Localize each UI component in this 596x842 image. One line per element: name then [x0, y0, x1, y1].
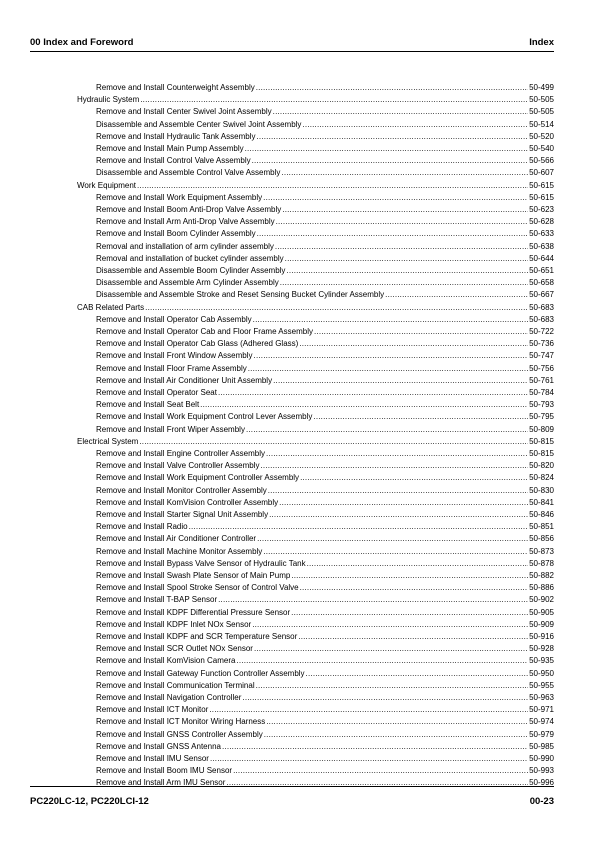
toc-entry[interactable]	[96, 155, 554, 167]
toc-entry-page: 50-815	[529, 436, 554, 446]
toc-entry-title: Remove and Install Communication Terminal	[96, 680, 255, 690]
toc-entry-title: Remove and Install Radio	[96, 522, 188, 532]
toc-entry[interactable]	[96, 253, 554, 265]
toc-entry-title: Remove and Install Boom IMU Sensor	[96, 766, 233, 776]
toc-entry-page: 50-683	[529, 314, 554, 324]
toc-entry[interactable]	[96, 82, 554, 94]
toc-entry[interactable]	[96, 680, 554, 692]
toc-entry-title: Remove and Install Air Conditioner Controller	[96, 534, 257, 544]
toc-entry-title: Remove and Install GNSS Controller Assembly	[96, 729, 263, 739]
toc-entry-title: Disassemble and Assemble Center Swivel Joint Assembly	[96, 119, 302, 129]
toc-entry[interactable]	[96, 741, 554, 753]
toc-dot-leader	[242, 692, 528, 704]
toc-entry-title: Remove and Install Air Conditioner Unit Assembly	[96, 375, 273, 385]
toc-entry[interactable]	[96, 216, 554, 228]
toc-entry-title: Remove and Install Counterweight Assembly	[96, 83, 255, 92]
toc-dot-leader	[139, 436, 528, 448]
toc-dot-leader	[264, 729, 528, 741]
toc-dot-leader	[256, 680, 528, 692]
toc-dot-leader	[140, 94, 528, 106]
toc-dot-leader	[252, 619, 528, 631]
toc-dot-leader	[306, 668, 529, 680]
page-header	[30, 35, 554, 52]
toc-entry-page: 50-990	[529, 754, 554, 763]
toc-entry-title: Remove and Install Hydraulic Tank Assembly	[96, 131, 256, 141]
toc-dot-leader	[313, 411, 528, 423]
toc-dot-leader	[218, 387, 528, 399]
toc-entry[interactable]	[96, 570, 554, 582]
toc-entry-page: 50-950	[529, 668, 554, 678]
toc-entry[interactable]	[96, 546, 554, 558]
toc-dot-leader	[291, 607, 528, 619]
toc-dot-leader	[137, 180, 528, 192]
toc-dot-leader	[222, 741, 528, 753]
toc-entry-title: Remove and Install Work Equipment Assembly	[96, 192, 263, 202]
toc-entry[interactable]	[96, 350, 554, 362]
toc-dot-leader	[256, 131, 528, 143]
toc-entry-page: 50-882	[529, 571, 554, 580]
toc-dot-leader	[273, 106, 528, 118]
toc-dot-leader	[248, 363, 528, 375]
toc-entry-page: 50-928	[529, 644, 554, 654]
toc-dot-leader	[210, 753, 528, 765]
toc-entry-page: 50-878	[529, 558, 554, 568]
toc-entry-title: Remove and Install Valve Controller Assembly	[96, 461, 260, 471]
toc-entry-page: 50-916	[529, 632, 554, 641]
toc-entry-page: 50-667	[529, 290, 554, 300]
toc-entry-page: 50-566	[529, 156, 554, 166]
toc-entry-page: 50-820	[529, 461, 554, 471]
toc-entry-page: 50-856	[529, 534, 554, 544]
toc-entry[interactable]	[96, 753, 554, 765]
toc-entry-title: Disassemble and Assemble Stroke and Reset Sensing Bucket Cylinder Assembly	[96, 290, 385, 300]
toc-entry-page: 50-795	[529, 412, 554, 422]
toc-entry-page: 50-615	[529, 192, 554, 202]
toc-entry-title: Remove and Install Operator Cab and Floor Frame Assembly	[96, 327, 313, 336]
toc-entry[interactable]	[96, 143, 554, 155]
toc-entry-page: 50-873	[529, 546, 554, 556]
toc-entry-title: Disassemble and Assemble Boom Cylinder Assembly	[96, 266, 286, 275]
toc-dot-leader	[145, 302, 528, 314]
toc-entry-page: 50-996	[529, 778, 554, 788]
toc-entry-page: 50-815	[529, 449, 554, 458]
toc-entry-page: 50-985	[529, 741, 554, 751]
toc-entry-page: 50-974	[529, 717, 554, 727]
toc-entry[interactable]	[96, 594, 554, 606]
toc-dot-leader	[256, 82, 528, 94]
toc-dot-leader	[298, 631, 528, 643]
toc-dot-leader	[263, 546, 528, 558]
toc-entry[interactable]	[96, 411, 554, 423]
toc-section-entry[interactable]	[77, 180, 554, 192]
toc-entry[interactable]	[96, 326, 554, 338]
toc-dot-leader	[300, 472, 528, 484]
toc-entry[interactable]	[96, 363, 554, 375]
toc-entry-title: Remove and Install Seat Belt	[96, 400, 200, 410]
toc-dot-leader	[302, 119, 528, 131]
toc-entry[interactable]	[96, 277, 554, 289]
toc-entry-page: 50-607	[529, 168, 554, 178]
toc-entry[interactable]	[96, 228, 554, 240]
toc-entry-page: 50-756	[529, 363, 554, 373]
toc-entry-title: Disassemble and Assemble Control Valve Assembly	[96, 168, 281, 178]
toc-entry-title: Remove and Install Work Equipment Controller Assembly	[96, 473, 300, 483]
toc-entry[interactable]	[96, 716, 554, 728]
toc-dot-leader	[286, 265, 528, 277]
header-section-title: 00 Index and Foreword	[30, 37, 134, 48]
toc-entry[interactable]	[96, 192, 554, 204]
toc-dot-leader	[200, 399, 528, 411]
toc-entry[interactable]	[96, 582, 554, 594]
toc-entry-page: 50-499	[529, 83, 554, 92]
toc-entry-title: Remove and Install Starter Signal Unit Assembly	[96, 510, 269, 519]
toc-entry-page: 50-830	[529, 485, 554, 495]
toc-entry-title: Remove and Install Navigation Controller	[96, 693, 242, 702]
toc-entry[interactable]	[96, 692, 554, 704]
toc-entry[interactable]	[96, 375, 554, 387]
toc-entry-title: Removal and installation of arm cylinder assembly	[96, 241, 274, 251]
toc-entry-title: Remove and Install Operator Cab Glass (Adhered Glass)	[96, 339, 299, 349]
toc-entry-title: Remove and Install SCR Outlet NOx Sensor	[96, 644, 253, 654]
toc-entry-title: Remove and Install Bypass Valve Sensor of Hydraulic Tank	[96, 558, 306, 568]
toc-entry-page: 50-909	[529, 619, 554, 629]
toc-entry-page: 50-651	[529, 266, 554, 275]
toc-entry[interactable]	[96, 643, 554, 655]
toc-dot-leader	[254, 643, 528, 655]
toc-entry-page: 50-905	[529, 607, 554, 617]
toc-entry[interactable]	[96, 558, 554, 570]
toc-entry[interactable]	[96, 619, 554, 631]
toc-entry[interactable]	[96, 448, 554, 460]
toc-dot-leader	[246, 424, 528, 436]
toc-dot-leader	[263, 192, 528, 204]
toc-entry-page: 50-722	[529, 327, 554, 336]
toc-entry-page: 50-638	[529, 241, 554, 251]
toc-entry-title: Remove and Install Spool Stroke Sensor of Control Valve	[96, 583, 299, 593]
toc-dot-leader	[253, 314, 528, 326]
toc-entry[interactable]	[96, 631, 554, 643]
toc-entry[interactable]	[96, 533, 554, 545]
toc-entry[interactable]	[96, 106, 554, 118]
toc-dot-leader	[385, 289, 528, 301]
toc-dot-leader	[189, 521, 528, 533]
toc-entry[interactable]	[96, 131, 554, 143]
toc-dot-leader	[260, 460, 528, 472]
toc-dot-leader	[266, 448, 528, 460]
toc-entry-page: 50-644	[529, 253, 554, 263]
toc-entry-page: 50-846	[529, 510, 554, 519]
toc-entry-page: 50-935	[529, 656, 554, 666]
toc-entry-title: Hydraulic System	[77, 95, 140, 105]
toc-entry-title: Remove and Install Center Swivel Joint Assembly	[96, 107, 272, 117]
toc-entry-title: Removal and installation of bucket cylinder assembly	[96, 253, 284, 263]
toc-section-entry[interactable]	[77, 302, 554, 314]
toc-entry[interactable]	[96, 729, 554, 741]
toc-entry-page: 50-809	[529, 424, 554, 434]
toc-entry-title: Remove and Install ICT Monitor Wiring Harness	[96, 717, 266, 727]
toc-dot-leader	[281, 167, 528, 179]
toc-entry-page: 50-623	[529, 205, 554, 214]
toc-entry-page: 50-520	[529, 131, 554, 141]
toc-entry-title: Remove and Install Front Wiper Assembly	[96, 424, 245, 434]
toc-entry-title: Remove and Install Operator Seat	[96, 388, 217, 397]
toc-entry-title: Remove and Install T-BAP Sensor	[96, 595, 218, 605]
toc-entry-page: 50-658	[529, 278, 554, 288]
toc-entry-page: 50-505	[529, 107, 554, 117]
toc-entry[interactable]	[96, 485, 554, 497]
toc-entry-page: 50-633	[529, 229, 554, 239]
toc-entry[interactable]	[96, 472, 554, 484]
toc-dot-leader	[266, 716, 528, 728]
toc-entry[interactable]	[96, 704, 554, 716]
toc-entry-page: 50-793	[529, 400, 554, 410]
toc-entry-title: Remove and Install Floor Frame Assembly	[96, 363, 247, 373]
toc-dot-leader	[218, 594, 528, 606]
toc-entry-page: 50-993	[529, 766, 554, 776]
toc-dot-leader	[282, 204, 528, 216]
toc-entry-page: 50-761	[529, 375, 554, 385]
toc-dot-leader	[280, 277, 528, 289]
toc-entry-page: 50-824	[529, 473, 554, 483]
toc-entry-page: 50-736	[529, 339, 554, 349]
toc-entry-title: Remove and Install Work Equipment Control Lever Assembly	[96, 412, 313, 422]
header-chapter-title: Index	[529, 37, 554, 48]
toc-entry-title: Remove and Install ICT Monitor	[96, 705, 209, 715]
toc-entry-title: Remove and Install Operator Cab Assembly	[96, 314, 252, 324]
toc-dot-leader	[257, 228, 528, 240]
toc-dot-leader	[269, 509, 528, 521]
toc-entry-title: Remove and Install KomVision Controller Assembly	[96, 497, 279, 507]
toc-entry-page: 50-505	[529, 95, 554, 105]
toc-entry-page: 50-747	[529, 351, 554, 361]
toc-entry-title: Remove and Install Arm IMU Sensor	[96, 778, 226, 788]
toc-entry-page: 50-784	[529, 388, 554, 397]
toc-entry-page: 50-615	[529, 180, 554, 190]
toc-dot-leader	[233, 765, 528, 777]
page-footer	[30, 786, 554, 805]
toc-entry-title: Remove and Install Front Window Assembly	[96, 351, 253, 361]
toc-dot-leader	[300, 582, 528, 594]
toc-entry-title: Remove and Install KDPF Inlet NOx Sensor	[96, 619, 252, 629]
toc-entry-title: Remove and Install KomVision Camera	[96, 656, 236, 666]
toc-section-entry[interactable]	[77, 94, 554, 106]
toc-entry-title: Remove and Install KDPF Differential Pressure Sensor	[96, 607, 291, 617]
toc-entry[interactable]	[96, 314, 554, 326]
toc-dot-leader	[209, 704, 528, 716]
toc-entry-title: Remove and Install Monitor Controller Assembly	[96, 485, 267, 495]
toc-dot-leader	[275, 241, 528, 253]
toc-entry-title: CAB Related Parts	[77, 302, 145, 312]
toc-entry-page: 50-902	[529, 595, 554, 605]
toc-entry[interactable]	[96, 399, 554, 411]
toc-entry-title: Remove and Install Main Pump Assembly	[96, 144, 244, 153]
toc-entry-title: Remove and Install Boom Cylinder Assembly	[96, 229, 256, 239]
toc-entry-page: 50-971	[529, 705, 554, 715]
toc-entry-title: Work Equipment	[77, 180, 136, 190]
toc-entry-page: 50-683	[529, 302, 554, 312]
toc-dot-leader	[285, 253, 528, 265]
toc-entry-title: Remove and Install Boom Anti-Drop Valve Assembly	[96, 205, 282, 214]
toc-entry[interactable]	[96, 497, 554, 509]
toc-entry[interactable]	[96, 424, 554, 436]
toc-entry-title: Remove and Install Control Valve Assembly	[96, 156, 251, 166]
toc-entry[interactable]	[96, 607, 554, 619]
toc-entry[interactable]	[96, 460, 554, 472]
toc-entry-title: Remove and Install Machine Monitor Assembly	[96, 546, 263, 556]
toc-entry-title: Remove and Install Gateway Function Controller Assembly	[96, 668, 305, 678]
toc-entry-page: 50-540	[529, 144, 554, 153]
toc-entry[interactable]	[96, 119, 554, 131]
toc-entry-title: Remove and Install Swash Plate Sensor of Main Pump	[96, 571, 291, 580]
toc-section-entry[interactable]	[77, 436, 554, 448]
toc-dot-leader	[252, 155, 528, 167]
toc-entry-title: Remove and Install Engine Controller Assembly	[96, 449, 265, 458]
toc-dot-leader	[254, 350, 529, 362]
toc-entry[interactable]	[96, 338, 554, 350]
toc-dot-leader	[245, 143, 528, 155]
toc-dot-leader	[236, 655, 528, 667]
toc-entry-title: Remove and Install IMU Sensor	[96, 754, 209, 763]
toc-entry[interactable]	[96, 521, 554, 533]
toc-dot-leader	[307, 558, 528, 570]
toc-entry[interactable]	[96, 765, 554, 777]
toc-entry-title: Disassemble and Assemble Arm Cylinder Assembly	[96, 278, 279, 288]
footer-page-number: 00-23	[529, 796, 554, 807]
footer-model-name: PC220LC-12, PC220LCI-12	[30, 796, 149, 807]
toc-dot-leader	[291, 570, 528, 582]
toc-dot-leader	[299, 338, 528, 350]
toc-dot-leader	[273, 375, 528, 387]
toc-dot-leader	[314, 326, 528, 338]
toc-entry-page: 50-851	[529, 522, 554, 532]
toc-entry-title: Remove and Install Arm Anti-Drop Valve Assembly	[96, 217, 275, 227]
toc-entry-title: Electrical System	[77, 436, 139, 446]
toc-entry[interactable]	[96, 509, 554, 521]
toc-entry-page: 50-628	[529, 217, 554, 227]
toc-dot-leader	[279, 497, 528, 509]
toc-entry-page: 50-841	[529, 497, 554, 507]
toc-dot-leader	[276, 216, 528, 228]
toc-entry-page: 50-979	[529, 729, 554, 739]
toc-entry[interactable]	[96, 289, 554, 301]
toc-entry-page: 50-514	[529, 119, 554, 129]
toc-entry-page: 50-955	[529, 680, 554, 690]
toc-entry[interactable]	[96, 265, 554, 277]
toc-entry-page: 50-886	[529, 583, 554, 593]
toc-entry-title: Remove and Install KDPF and SCR Temperature Sensor	[96, 632, 298, 641]
toc-entry-title: Remove and Install GNSS Antenna	[96, 741, 221, 751]
toc-dot-leader	[257, 533, 528, 545]
toc-entry-page: 50-963	[529, 693, 554, 702]
toc-entry[interactable]	[96, 167, 554, 179]
toc-dot-leader	[268, 485, 528, 497]
toc-entry[interactable]	[96, 668, 554, 680]
toc-entry[interactable]	[96, 241, 554, 253]
toc-entry[interactable]	[96, 387, 554, 399]
toc-entry[interactable]	[96, 204, 554, 216]
toc-entry[interactable]	[96, 655, 554, 667]
